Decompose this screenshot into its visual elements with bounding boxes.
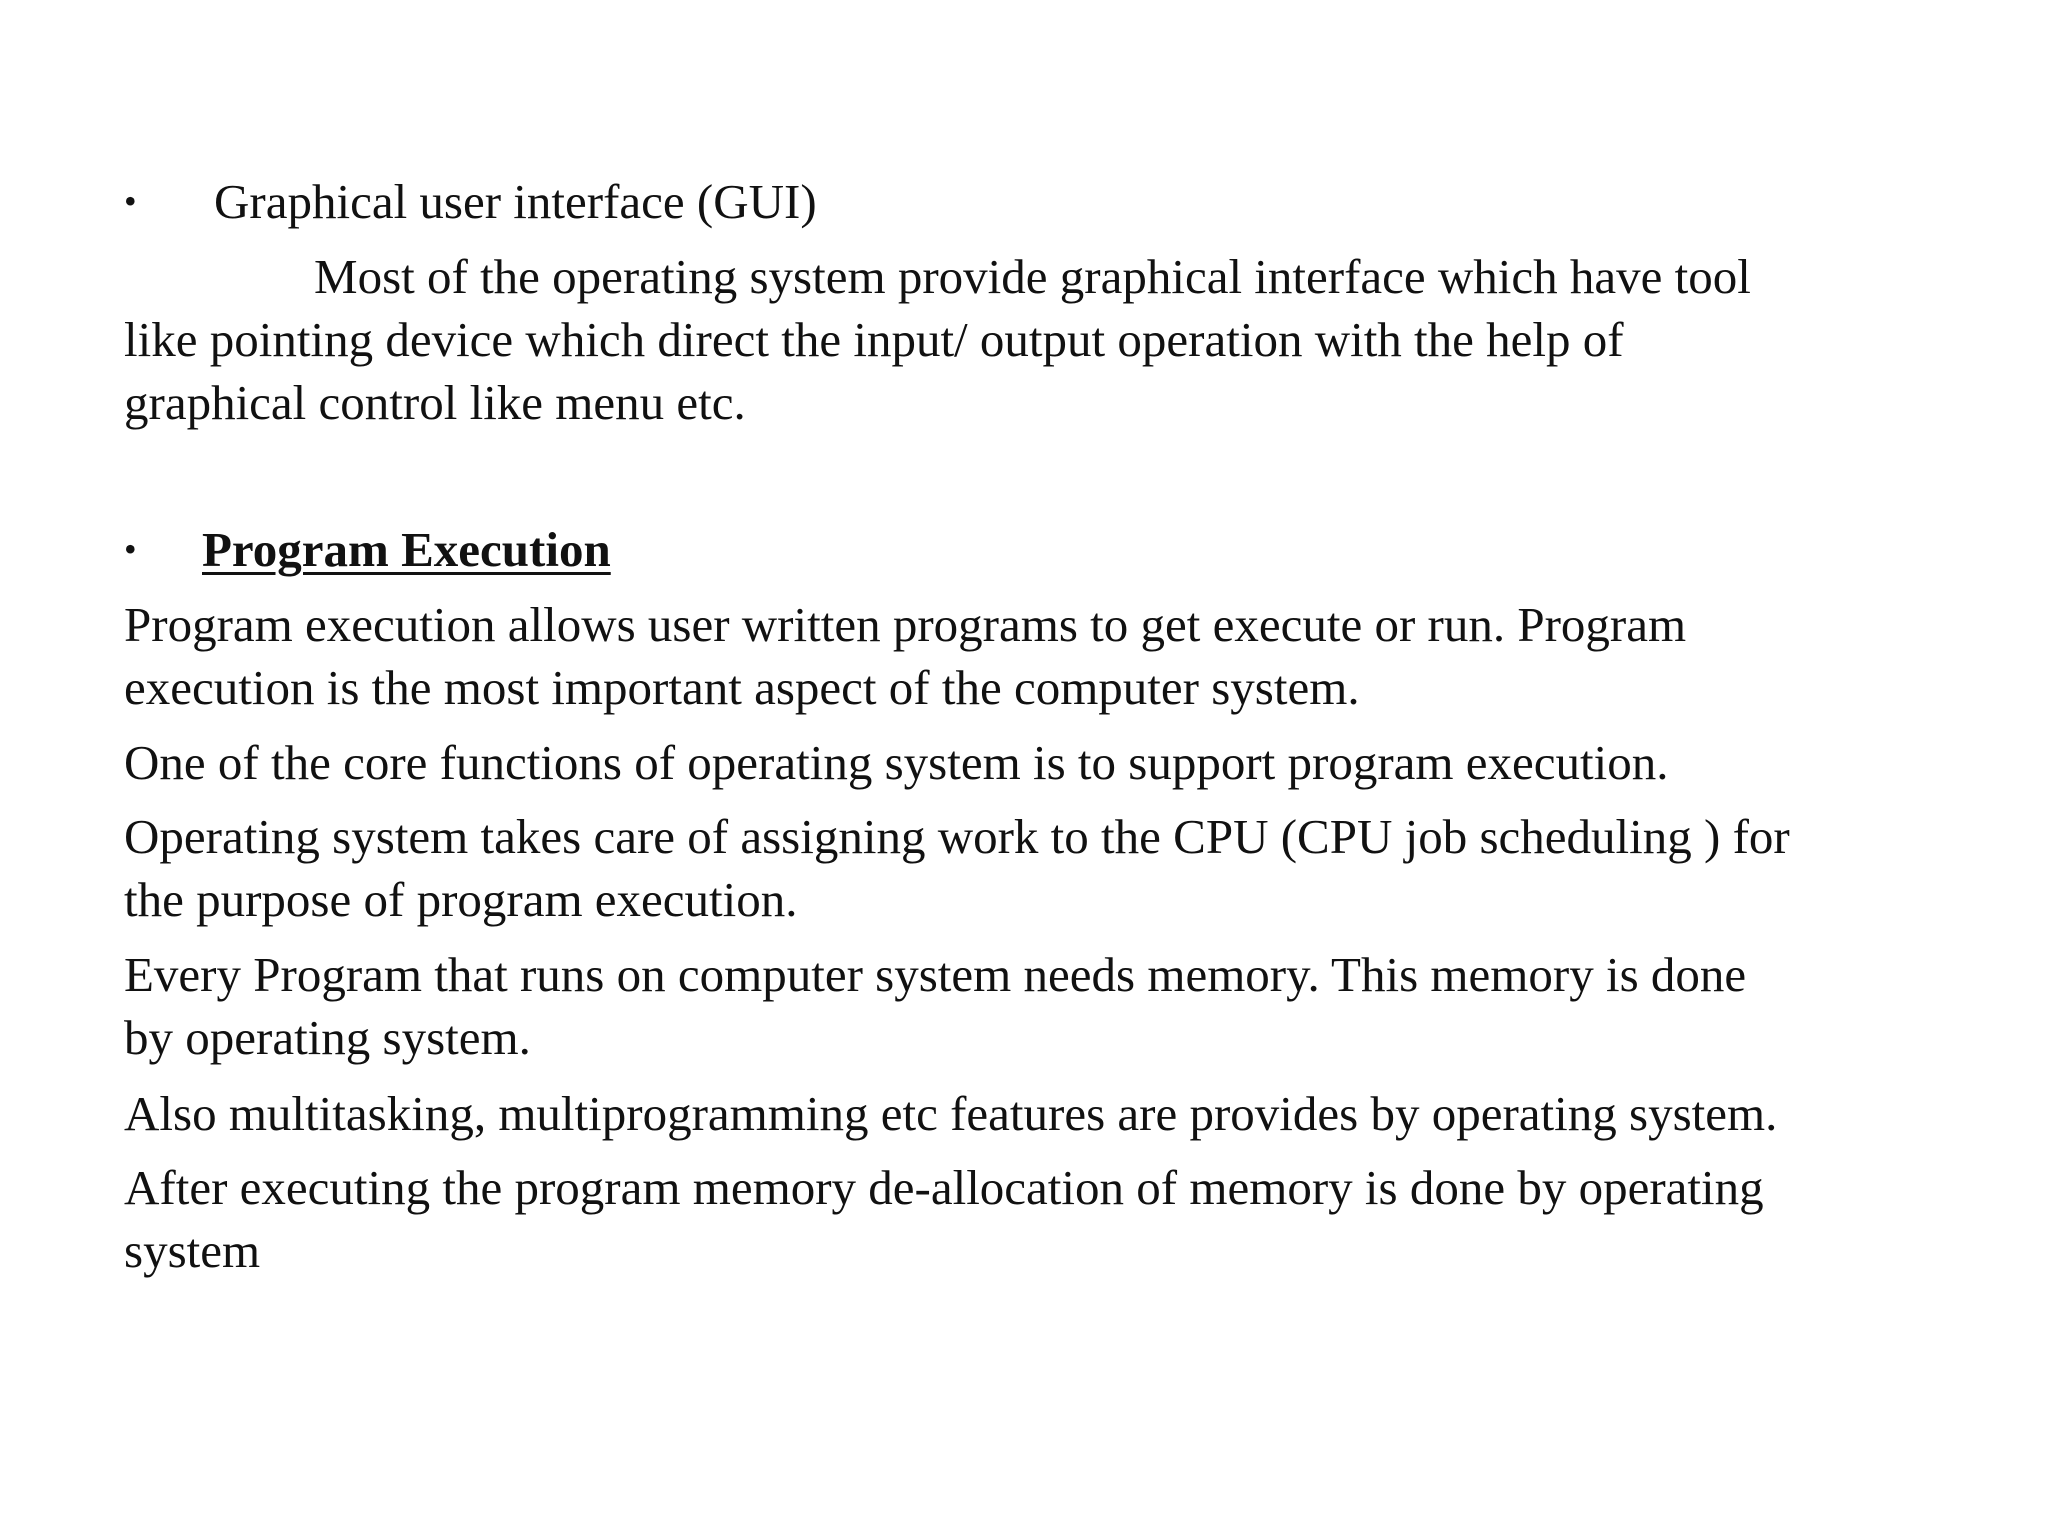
- paragraph-line: Every Program that runs on computer system needs memory. This memory is done: [124, 947, 1747, 1002]
- program-execution-paragraph-3: [124, 805, 1954, 931]
- gui-description: [124, 245, 1954, 434]
- bullet-icon: •: [124, 529, 137, 569]
- bullet-icon: •: [124, 181, 137, 221]
- paragraph-line: One of the core functions of operating system is to support program execution.: [124, 735, 1669, 790]
- program-execution-paragraph-6: [124, 1156, 1954, 1282]
- program-execution-paragraph-4: [124, 943, 1954, 1069]
- program-execution-paragraph-5: [124, 1082, 1954, 1145]
- paragraph-line: Program execution allows user written programs to get execute or run. Program: [124, 597, 1687, 652]
- program-execution-paragraph-2: [124, 731, 1954, 794]
- paragraph-line: system: [124, 1223, 261, 1278]
- gui-line-1: [124, 245, 1954, 308]
- gui-line-3: graphical control like menu etc.: [124, 375, 746, 430]
- paragraph-line: execution is the most important aspect of the computer system.: [124, 660, 1360, 715]
- paragraph-line: After executing the program memory de-allocation of memory is done by operating: [124, 1160, 1764, 1215]
- program-execution-heading: Program Execution: [202, 522, 611, 577]
- gui-line-1-text: Most of the operating system provide graphical interface which have tool: [314, 249, 1751, 304]
- paragraph-line: Also multitasking, multiprogramming etc features are provides by operating system.: [124, 1086, 1778, 1141]
- paragraph-line: Operating system takes care of assigning work to the CPU (CPU job scheduling ) for: [124, 809, 1790, 864]
- paragraph-line: the purpose of program execution.: [124, 872, 798, 927]
- gui-line-2: like pointing device which direct the input/ output operation with the help of: [124, 312, 1624, 367]
- paragraph-line: by operating system.: [124, 1010, 531, 1065]
- program-execution-paragraph-1: [124, 593, 1954, 719]
- gui-heading: Graphical user interface (GUI): [214, 174, 817, 229]
